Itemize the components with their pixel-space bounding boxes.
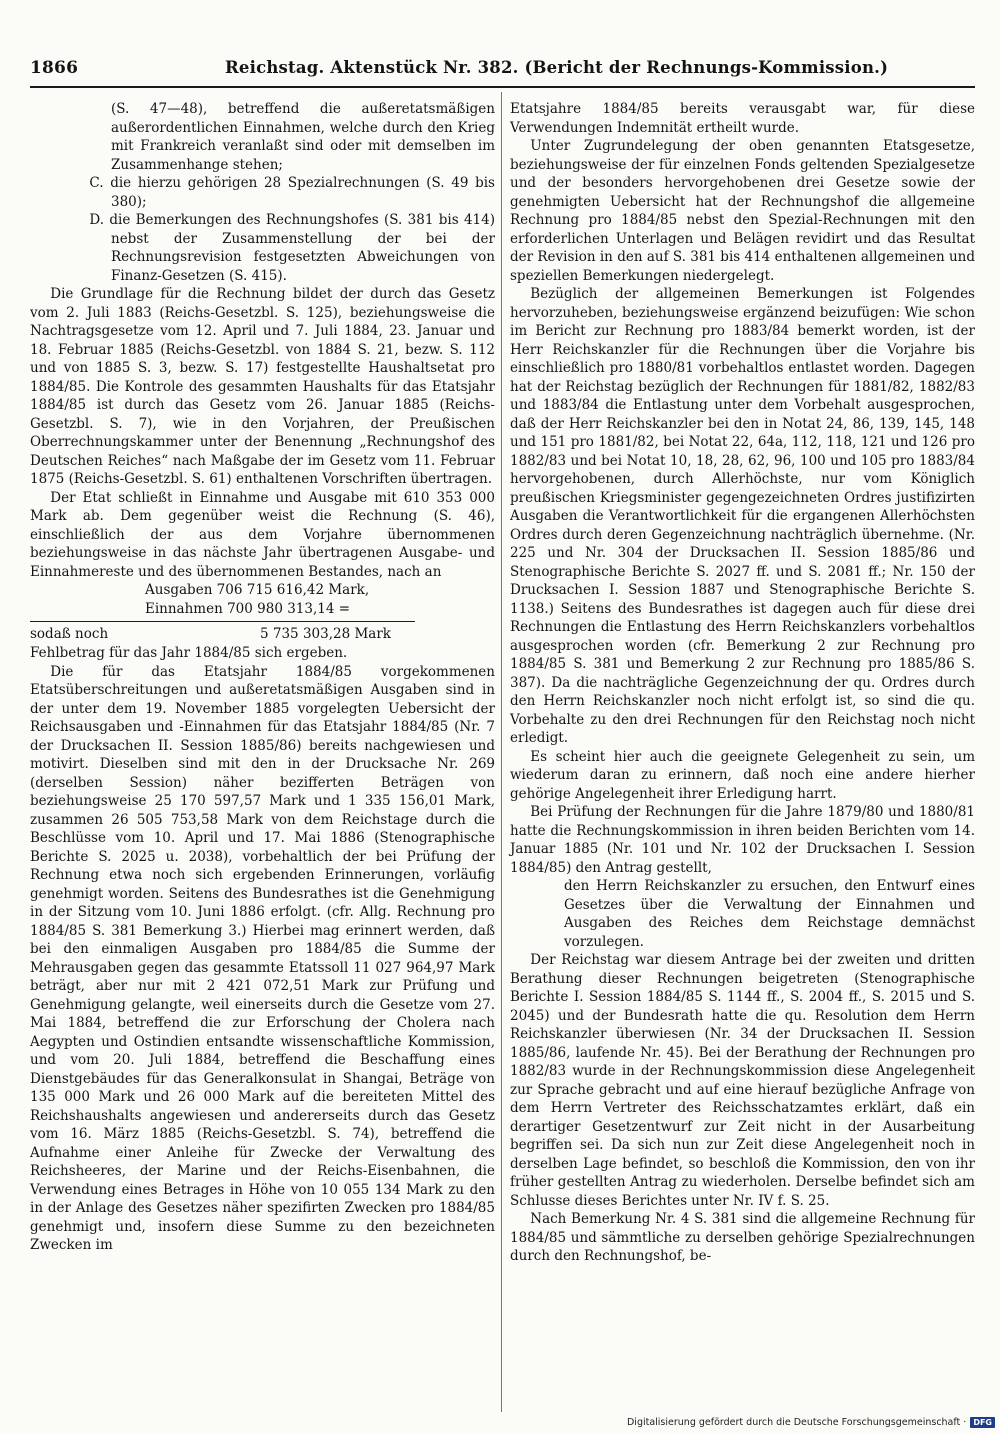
paragraph: Bei Prüfung der Rechnungen für die Jahre 1879/80 und 1880/81 hatte die Rechnungskommission in ihren beiden Berichten vom 14. Januar 1885 (Nr. 101 und Nr. 102 der Drucksachen I. Session 1884/85) den Antrag gestellt, <box>510 804 975 876</box>
right-column <box>510 100 975 1266</box>
continuation-paragraph: (S. 47—48), betreffend die außeretatsmäßigen außerordentlichen Einnahmen, welche durch den Krieg mit Frankreich veranlaßt sind oder mit demselben im Zusammenhange stehen; <box>111 101 495 173</box>
paragraph: Der Etat schließt in Einnahme und Ausgabe mit 610 353 000 Mark ab. Dem gegenüber weist die Rechnung (S. 46), einschließlich der aus dem Vorjahre übernommenen beziehungsweise in das nächste Jahr übertragenen Ausgabe- und Einnahmereste und des übernommenen Bestandes, nach an <box>30 489 495 580</box>
list-item-c: C. die hierzu gehörigen 28 Spezialrechnungen (S. 49 bis 380); <box>89 175 495 210</box>
paragraph: Es scheint hier auch die geeignete Gelegenheit zu sein, um wiederum daran zu erinnern, daß noch eine andere hierher gehörige Angelegenheit ihrer Erledigung harrt. <box>510 748 975 802</box>
paragraph: Der Reichstag war diesem Antrage bei der zweiten und dritten Berathung dieser Rechnungen beigetreten (Stenographische Berichte I. Session 1884/85 S. 1144 ff., S. 2004 ff., S. 2015 und S. 2045) und der Bundesrath hatte die qu. Resolution dem Herrn Reichskanzler überwiesen (Nr. 34 der Drucksachen II. Session 1885/86, laufende Nr. 45). Bei der Berathung der Rechnungen pro 1882/83 wurde in der Rechnungskommission diese Angelegenheit zur Sprache gebracht und auf eine hierauf bezügliche Anfrage von dem Herrn Vertreter des Reichsschatzamtes erklärt, daß ein derartiger Gesetzentwurf zur Zeit nicht in der Ausarbeitung begriffen sei. Da sich nun zur Zeit diese Angelegenheit noch in derselben Lage befindet, so beschloß die Kommission, den von ihr früher gestellten Antrag zu wiederholen. Derselbe befindet sich am Schlusse dieses Berichtes unter Nr. IV f. S. 25. <box>510 952 975 1209</box>
continuation-paragraph: Etatsjahre 1884/85 bereits verausgabt war, für diese Verwendungen Indemnität ertheilt wurde. <box>510 101 975 136</box>
dfg-logo-icon: DFG <box>970 1417 995 1428</box>
paragraph: Die Grundlage für die Rechnung bildet der durch das Gesetz vom 2. Juli 1883 (Reichs-Gesetzbl. S. 125), beziehungsweise die Nachtragsgesetze vom 12. April und 7. Juli 1884, 23. Januar und 18. Februar 1885 (Reichs-Gesetzbl. von 1884 S. 21, bezw. S. 112 und von 1885 S. 3, bezw. S. 17) festgestellte Haushaltsetat pro 1884/85. Die Kontrole des gesammten Haushalts für das Etatsjahr 1884/85 ist durch das Gesetz vom 26. Januar 1885 (Reichs-Gesetzbl. S. 7), wie in den Vorjahren, der Preußischen Oberrechnungskammer unter der Benennung „Rechnungshof des Deutschen Reiches“ nach Maßgabe der im Gesetz vom 11. Februar 1875 (Reichs-Gesetzbl. S. 61) enthaltenen Vorschriften übertragen. <box>30 286 495 487</box>
balance-calculation <box>30 581 495 625</box>
page-number: 1866 <box>30 58 79 78</box>
paragraph: Bezüglich der allgemeinen Bemerkungen ist Folgendes hervorzuheben, beziehungsweise ergänzend beizufügen: Wie schon im Bericht zur Rechnung pro 1883/84 bemerkt worden, ist der Herr Reichskanzler für die Rechnungen über die Vorjahre bis einschließlich pro 1880/81 vorbehaltlos entlastet worden. Dagegen hat der Reichstag bezüglich der Rechnungen für 1881/82, 1882/83 und 1883/84 die Entlastung unter dem Vorbehalt ausgesprochen, daß der Herr Reichskanzler bei den in Notat 24, 86, 139, 145, 148 und 151 pro 1881/82, bei Notat 22, 64a, 112, 118, 121 und 126 pro 1882/83 und bei Notat 10, 18, 28, 62, 96, 100 und 105 pro 1883/84 hervorgehobenen, durch Allerhöchste, nur vom Königlich preußischen Kriegsminister gegengezeichneten Ordres justifizirten Ausgaben die Verantwortlichkeit für die ergangenen Allerhöchsten Ordres durch deren Gegenzeichnung nachträglich übernehme. (Nr. 225 und Nr. 304 der Drucksachen II. Session 1885/86 und Stenographische Berichte S. 2027 ff. und S. 2081 ff.; Nr. 150 der Drucksachen I. Session 1887 und Stenographische Berichte S. 1138.) Seitens des Bundesrathes ist dagegen auch für diese drei Rechnungen die Entlastung des Herrn Reichskanzlers vorbehaltlos ausgesprochen worden (cfr. Bemerkung 2 zur Rechnung pro 1884/85 S. 381 und Bemerkung 2 zur Rechnung pro 1885/86 S. 387). Da die nachträgliche Gegenzeichnung der qu. Ordres durch den Herrn Reichskanzler noch nicht erfolgt ist, so sind die qu. Vorbehalte zu den drei Rechnungen für den Reichstag noch nicht erledigt. <box>510 286 975 746</box>
paragraph: Die für das Etatsjahr 1884/85 vorgekommenen Etatsüberschreitungen und außeretatsmäßigen Ausgaben sind in der unter dem 19. November 1885 vorgelegten Uebersicht der Reichsausgaben und -Einnahmen für das Etatsjahr 1884/85 (Nr. 7 der Drucksachen II. Session 1885/86) bereits nachgewiesen und motivirt. Dieselben sind mit den in der Drucksache Nr. 269 (derselben Session) näher bezifferten Beträgen von beziehungsweise 25 170 597,57 Mark und 1 335 156,01 Mark, zusammen 26 505 753,58 Mark von dem Reichstage durch die Beschlüsse vom 10. April und 17. Mai 1886 (Stenographische Berichte S. 2025 u. 2038), vorbehaltlich der bei Prüfung der Rechnung etwa noch sich ergebenden Erinnerungen, vorläufig genehmigt worden. Seitens des Bundesrathes ist die Genehmigung in der Sitzung vom 10. Juni 1886 erfolgt. (cfr. Allg. Rechnung pro 1884/85 S. 381 Bemerkung 3.) Hierbei mag erinnert werden, daß bei den einmaligen Ausgaben pro 1884/85 die Summe der Mehrausgaben gegen das gesammte Etatssoll 11 027 964,97 Mark beträgt, aber nur mit 2 421 072,51 Mark zur Prüfung und Genehmigung gelangte, weil einerseits durch die Gesetze vom 27. Mai 1884, betreffend die zur Erforschung der Cholera nach Aegypten und Ostindien entsandte wissenschaftliche Kommission, und vom 20. Juli 1884, betreffend die Beschaffung eines Dienstgebäudes für das Generalkonsulat in Shangai, Beträge von 135 000 Mark und 26 000 Mark auf die bereiteten Mittel des Reichshaushalts angewiesen und andererseits durch das Gesetz vom 16. März 1885 (Reichs-Gesetzbl. S. 74), betreffend die Aufnahme einer Anleihe für Zwecke der Verwaltung des Reichsheeres, der Marine und der Reichs-Eisenbahnen, die Verwendung eines Betrages in Höhe von 10 055 134 Mark zu den in der Anlage des Gesetzes näher spezifirten Zwecken pro 1884/85 genehmigt und, insofern diese Summe zu den bezeichneten Zwecken im <box>30 663 495 1253</box>
deficit-tail: Fehlbetrag für das Jahr 1884/85 sich ergeben. <box>30 645 348 661</box>
funding-footer <box>605 1415 995 1429</box>
revenue-line: Einnahmen 700 980 313,14 = <box>145 601 351 617</box>
deficit-line <box>30 625 495 644</box>
deficit-value: 5 735 303,28 Mark <box>260 626 391 642</box>
paragraph: Unter Zugrundelegung der oben genannten Etatsgesetze, beziehungsweise der für einzelnen Fonds geltenden Spezialgesetze und der besonders hervorgehobenen drei Gesetze sowie der genehmigten Uebersicht hat der Rechnungshof die allgemeine Rechnung pro 1884/85 nebst den Spezial-Rechnungen mit den erforderlichen Unterlagen und Belägen revidirt und das Resultat der Revision in den auf S. 381 bis 414 enthaltenen allgemeinen und speziellen Bemerkungen niedergelegt. <box>510 138 975 284</box>
motion-quote: den Herrn Reichskanzler zu ersuchen, den Entwurf eines Gesetzes über die Verwaltung der Einnahmen und Ausgaben des Reiches dem Reichstage demnächst vorzulegen. <box>564 878 975 950</box>
header-rule <box>30 86 975 88</box>
expenditure-line: Ausgaben 706 715 616,42 Mark, <box>145 582 370 598</box>
paragraph: Nach Bemerkung Nr. 4 S. 381 sind die allgemeine Rechnung für 1884/85 und sämmtliche zu derselben gehörige Spezialrechnungen durch den Rechnungshof, be- <box>510 1211 975 1264</box>
deficit-label: sodaß noch <box>30 626 109 642</box>
column-divider <box>501 92 502 1412</box>
funding-note: Digitalisierung gefördert durch die Deutsche Forschungsgemeinschaft · <box>626 1416 967 1428</box>
running-title: Reichstag. Aktenstück Nr. 382. (Bericht der Rechnungs-Kommission.) <box>225 58 889 77</box>
sum-rule <box>30 621 415 622</box>
left-column <box>30 100 495 1255</box>
list-item-d: D. die Bemerkungen des Rechnungshofes (S. 381 bis 414) nebst der Zusammenstellung der bei der Rechnungsrevision festgesetzten Abweichungen von Finanz-Gesetzen (S. 415). <box>89 212 495 284</box>
